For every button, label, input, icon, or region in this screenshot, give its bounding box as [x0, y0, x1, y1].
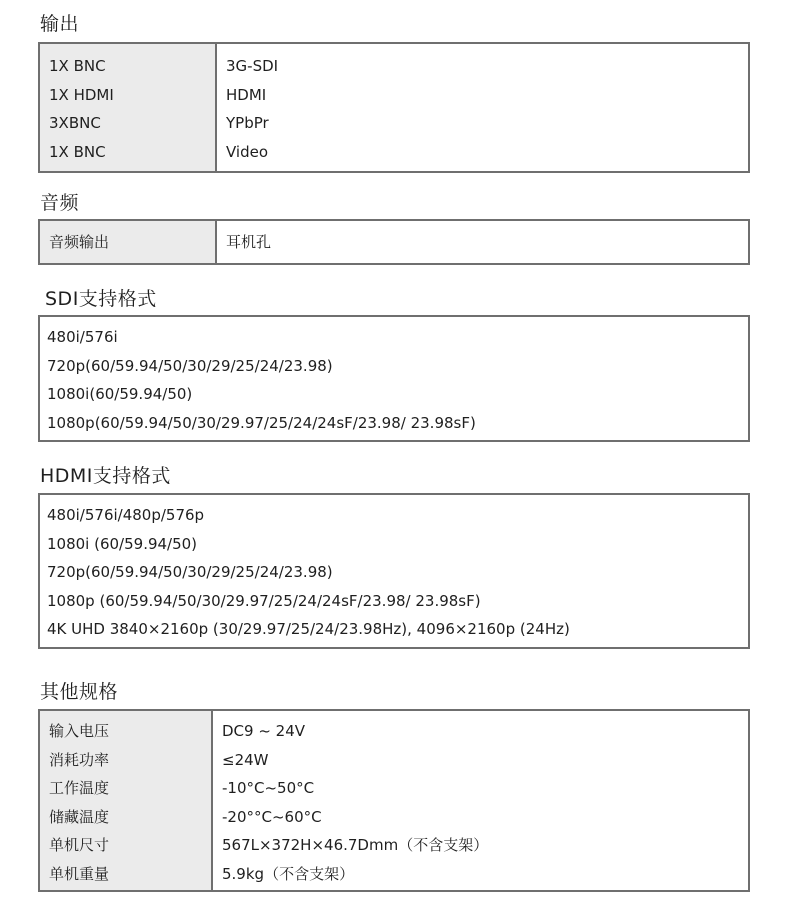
output-key: 3XBNC [49, 114, 101, 132]
output-spec-table [38, 42, 750, 173]
audio-key-column [40, 221, 217, 263]
output-key: 1X BNC [49, 142, 106, 161]
other-value: 5.9kg（不含支架） [222, 864, 355, 883]
output-value: HDMI [226, 85, 267, 104]
other-value-column [213, 711, 488, 890]
output-key: 1X BNC [49, 57, 106, 75]
output-value: 3G-SDI [226, 57, 279, 75]
hdmi-format-item: 480i/576i/480p/576p [47, 506, 205, 524]
output-key: 1X HDMI [49, 85, 114, 104]
other-key: 工作温度 [49, 779, 110, 797]
sdi-format-item: 1080i(60/59.94/50) [47, 385, 193, 403]
output-key-column [40, 44, 217, 171]
other-key: 单机尺寸 [49, 836, 110, 854]
output-section-title: 输出 [40, 13, 80, 35]
hdmi-format-item: 1080p (60/59.94/50/30/29.97/25/24/24sF/23.98/ 23.98sF) [47, 591, 481, 610]
other-value: DC9 ~ 24V [222, 722, 306, 740]
other-key: 储藏温度 [49, 807, 110, 826]
hdmi-format-item: 720p(60/59.94/50/30/29/25/24/23.98) [47, 563, 333, 581]
sdi-format-list [38, 315, 750, 442]
sdi-format-item: 1080p(60/59.94/50/30/29.97/25/24/24sF/23.98/ 23.98sF) [47, 413, 476, 432]
output-value-column [217, 44, 278, 171]
sdi-format-item: 720p(60/59.94/50/30/29/25/24/23.98) [47, 356, 333, 375]
other-key: 输入电压 [49, 722, 110, 740]
hdmi-format-item: 1080i (60/59.94/50) [47, 534, 198, 553]
audio-section-title: 音频 [40, 192, 80, 214]
other-value: ≤24W [222, 750, 269, 769]
other-value: -10°C~50°C [222, 779, 315, 797]
audio-value-column [217, 221, 271, 263]
other-value: -20°°C~60°C [222, 807, 322, 826]
sdi-section-title: SDI支持格式 [45, 288, 157, 310]
other-spec-table [38, 709, 750, 892]
other-section-title: 其他规格 [40, 681, 119, 703]
hdmi-format-item: 4K UHD 3840×2160p (30/29.97/25/24/23.98Hz), 4096×2160p (24Hz) [47, 620, 570, 638]
sdi-format-item: 480i/576i [47, 328, 118, 346]
hdmi-section-title: HDMI支持格式 [40, 465, 171, 487]
output-value: Video [226, 142, 269, 161]
other-key-column [40, 711, 213, 890]
audio-value: 耳机孔 [226, 233, 272, 251]
other-key: 消耗功率 [49, 750, 110, 769]
audio-spec-table [38, 219, 750, 265]
other-value: 567L×372H×46.7Dmm（不含支架） [222, 836, 489, 854]
hdmi-format-list [38, 493, 750, 649]
audio-key: 音频输出 [49, 233, 110, 251]
other-key: 单机重量 [49, 864, 110, 883]
output-value: YPbPr [226, 114, 269, 132]
